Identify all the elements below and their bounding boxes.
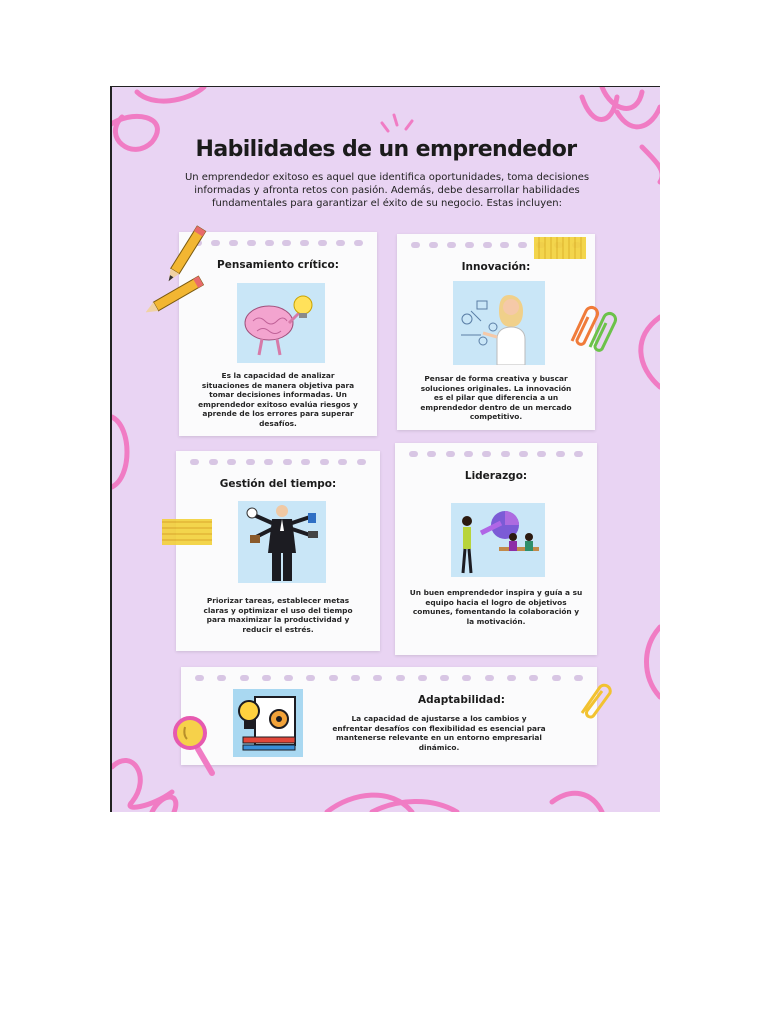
card-title: Adaptabilidad: [418,694,505,706]
card-text: Pensar de forma creativa y buscar soluciones originales. La innovación es el pilar que diferencia a un emprendedor dentro de un mercado competitivo. [420,374,572,422]
card-gestion-del-tiempo [176,451,380,651]
binder-holes [190,459,366,466]
card-text: La capacidad de ajustarse a los cambios y enfrentar desafíos con flexibilidad es esencial para mantenerse relevante en un entorno empresarial dinámico. [332,714,546,752]
card-liderazgo [395,443,597,655]
card-text: Un buen emprendedor inspira y guía a su equipo hacia el logro de objetivos comunes, fomentando la colaboración y la motivación. [409,588,583,626]
lightbulb-gear-document-icon [233,689,303,757]
binder-holes [193,240,363,247]
intro-paragraph: Un emprendedor exitoso es aquel que identifica oportunidades, toma decisiones informadas y afronta retos con pasión. Además, debe desarrollar habilidades fundamentales para garantizar el éxito de su negocio. Estas incluyen: [184,172,590,209]
card-text: Priorizar tareas, establecer metas claras y optimizar el uso del tiempo para maximizar la productividad y reducir el estrés. [203,596,353,634]
card-text: Es la capacidad de analizar situaciones de manera objetiva para tomar decisiones informadas. Un emprendedor exitoso evalúa riesgos y aprende de los errores para superar desafíos. [198,371,358,428]
magnifying-glass-icon [172,715,218,779]
paperclip-icon [578,677,618,719]
card-title: Liderazgo: [464,470,528,482]
card-title: Innovación: [461,261,531,273]
washi-tape [162,519,212,545]
binder-holes [409,451,583,458]
team-leadership-icon [451,503,545,577]
paperclip-icon [564,301,618,357]
washi-tape [534,237,586,259]
binder-holes [195,675,583,682]
brain-lightbulb-icon [237,283,325,363]
card-title: Pensamiento crítico: [217,259,339,271]
card-title: Gestión del tiempo: [219,478,337,490]
multitasking-businessman-icon [238,501,326,583]
pencil-icon [146,269,216,315]
page-title: Habilidades de un emprendedor [195,137,577,162]
card-adaptabilidad [181,667,597,765]
infographic-poster [110,86,660,812]
woman-tech-icon [453,281,545,365]
